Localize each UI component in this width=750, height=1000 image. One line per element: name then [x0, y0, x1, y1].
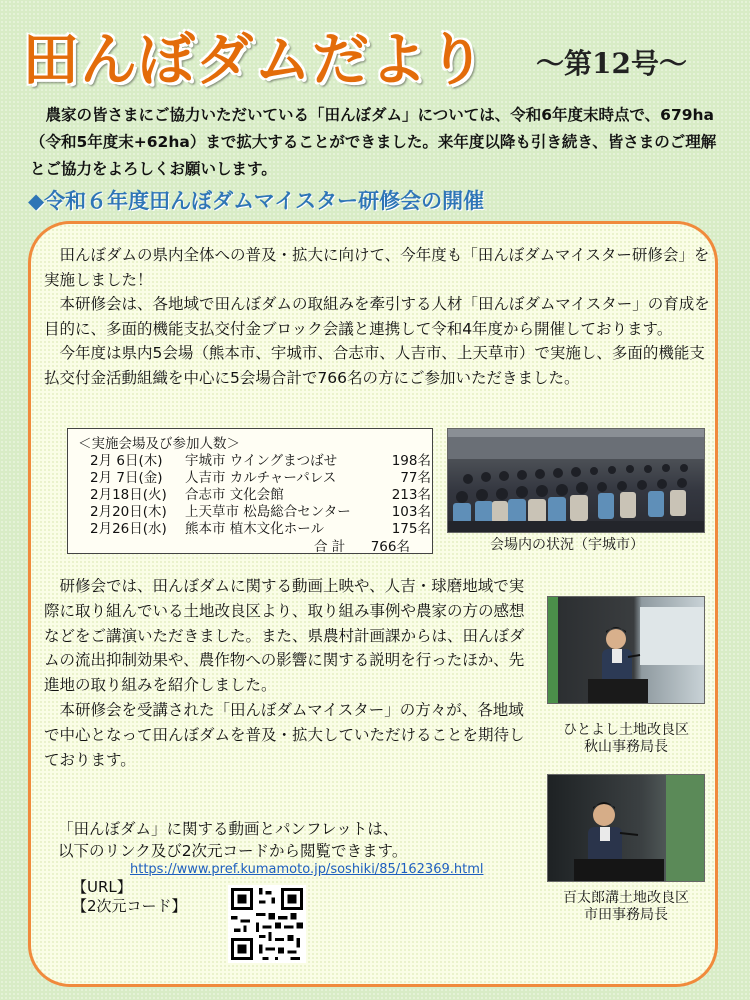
speaker2-photo [547, 774, 705, 882]
venue-place: 上天草市 松島総合センター [185, 504, 351, 520]
speaker1-name: 秋山事務局長 [584, 739, 668, 755]
venue-total-label: 合 計 [314, 539, 346, 555]
venue-count: 77名 [400, 470, 431, 486]
closing-line: 「田んぼダム」に関する動画とパンフレットは、 [58, 820, 399, 838]
pamphlet-url-link[interactable]: https://www.pref.kumamoto.jp/soshiki/85/162369.html [130, 862, 484, 877]
speaker2-name: 市田事務局長 [584, 907, 668, 923]
speaker1-caption [547, 722, 705, 756]
closing-text [58, 818, 528, 862]
speaker1-org: ひとよし土地改良区 [563, 722, 689, 738]
venue-date: 2月18日(火) [90, 487, 167, 503]
speaker2-caption [547, 890, 705, 924]
paragraph: 本研修会を受講された「田んぼダムマイスター」の方々が、各地域で中心となって田んぼダムを普及・拡大していただけることを期待しております。 [44, 700, 525, 769]
closing-line: 以下のリンク及び2次元コードから閲覧できます。 [58, 842, 408, 860]
venue-total-value: 766名 [370, 539, 410, 555]
venue-count: 175名 [391, 521, 431, 537]
venue-photo [447, 428, 705, 533]
qr-code-icon [228, 885, 306, 963]
venue-table-title: ＜実施会場及び参加人数＞ [78, 436, 240, 452]
venue-table [67, 428, 433, 554]
venue-date: 2月 6日(木) [90, 453, 163, 469]
venue-place: 人吉市 カルチャーパレス [185, 470, 337, 486]
venue-place: 熊本市 植木文化ホール [185, 521, 325, 537]
issue-number: ～第12号～ [536, 47, 687, 80]
qr-code[interactable] [228, 885, 306, 963]
paragraph: 研修会では、田んぼダムに関する動画上映や、人吉・球磨地域で実際に取り組んでいる土地改良区より、取り組み事例や農家の方の感想などをご講演いただきました。また、県農村計画課からは、田んぼダムの流出抑制効果や、農作物への影響に関する説明を行ったほか、先進地の取り組みを紹介しました。 [44, 577, 525, 695]
venue-date: 2月 7日(金) [90, 470, 163, 486]
intro-paragraph: 農家の皆さまにご協力いただいている「田んぼダム」については、令和6年度末時点で、679ha（令和5年度末+62ha）まで拡大することができました。来年度以降も引き続き、皆さまのご理解とご協力をよろしくお願いします。 [30, 106, 717, 178]
venue-count: 103名 [391, 504, 431, 520]
url-label: 【URL】 [72, 878, 132, 896]
qr-label: 【2次元コード】 [72, 897, 187, 915]
venue-count: 213名 [391, 487, 431, 503]
article-mid-paragraphs [44, 574, 534, 772]
venue-photo-caption: 会場内の状況（宇城市） [490, 537, 644, 553]
paragraph: 田んぼダムの県内全体への普及・拡大に向けて、今年度も「田んぼダムマイスター研修会」を実施しました！ [44, 246, 710, 289]
newsletter-title: 田んぼダムだより [22, 27, 486, 93]
speaker2-org: 百太郎溝土地改良区 [563, 890, 689, 906]
venue-date: 2月20日(木) [90, 504, 167, 520]
venue-place: 宇城市 ウイングまつばせ [185, 453, 338, 469]
audience-illustration [448, 429, 705, 533]
paragraph: 本研修会は、各地域で田んぼダムの取組みを牽引する人材「田んぼダムマイスター」の育成を目的に、多面的機能支払交付金ブロック会議と連携して令和4年度から開催しております。 [44, 295, 710, 338]
speaker-illustration [548, 775, 705, 882]
venue-date: 2月26日(水) [90, 521, 167, 537]
section-heading: ◆令和６年度田んぼダムマイスター研修会の開催 [28, 189, 485, 213]
speaker1-photo [547, 596, 705, 704]
venue-count: 198名 [391, 453, 431, 469]
article-top-paragraphs [44, 243, 714, 390]
speaker-illustration [548, 597, 705, 704]
venue-place: 合志市 文化会館 [185, 487, 284, 503]
paragraph: 今年度は県内5会場（熊本市、宇城市、合志市、人吉市、上天草市）で実施し、多面的機能支払交付金活動組織を中心に5会場合計で766名の方にご参加いただきました。 [44, 344, 705, 387]
